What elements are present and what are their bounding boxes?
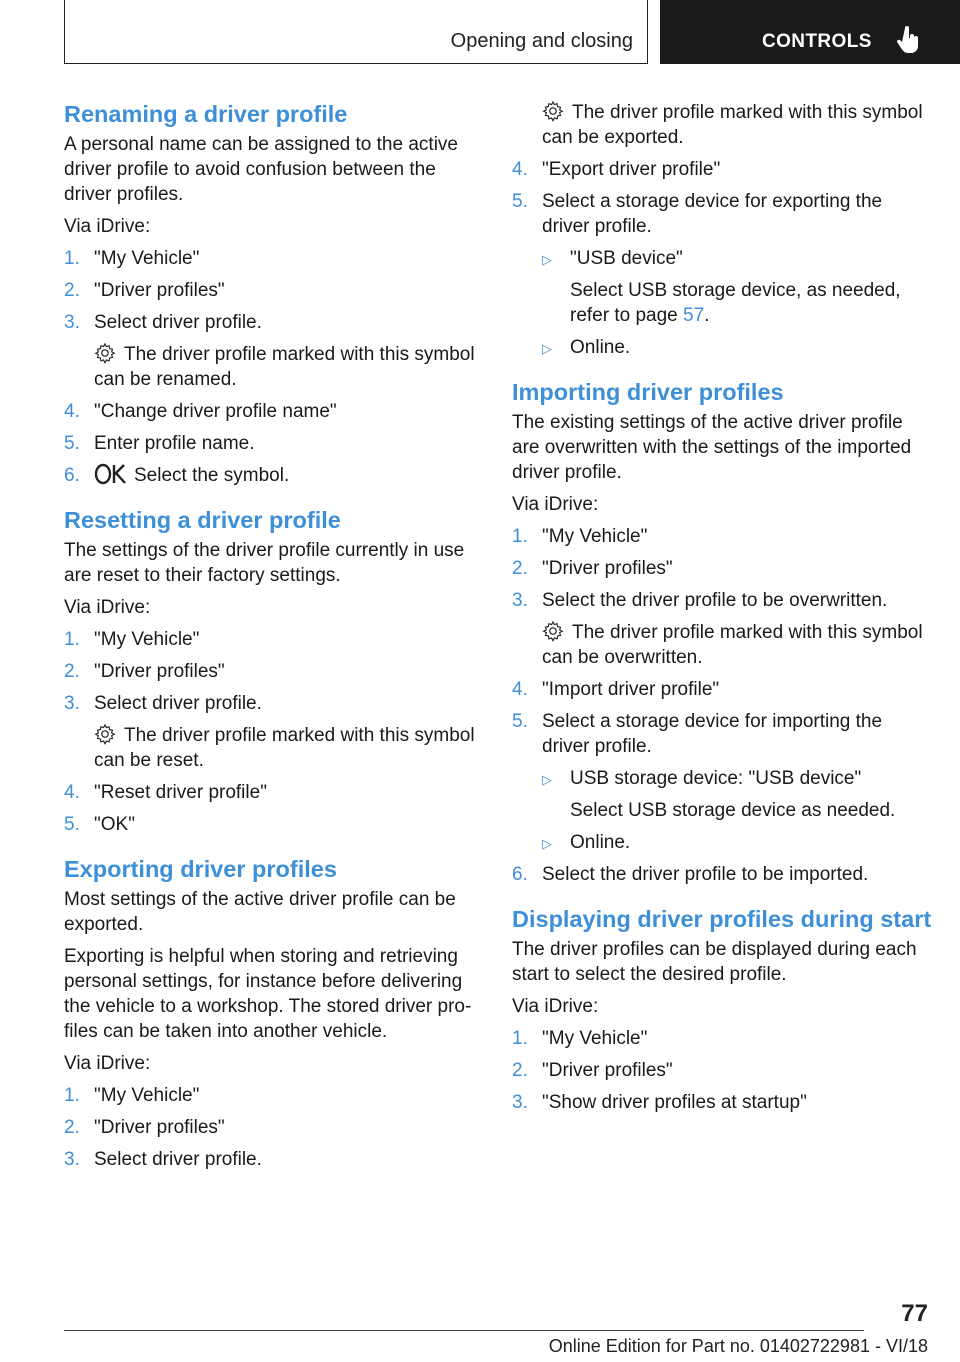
step-text: "Show driver profiles at startup" [542,1092,807,1113]
step-text: Enter profile name. [94,433,255,454]
step-number: 1. [512,526,528,547]
footer-divider [64,1330,864,1331]
step-number: 2. [512,558,528,579]
step-number: 2. [512,1060,528,1081]
step-number: 3. [64,693,80,714]
list-item [64,659,484,684]
option-note: Select USB storage device as needed. [570,800,896,821]
list-item [64,310,484,392]
step-text: "Driver profiles" [542,1060,673,1081]
step-number: 3. [64,312,80,333]
import-via: Via iDrive: [512,494,599,515]
option-note [570,278,932,328]
import-intro: The existing settings of the active driver profile are overwritten with the settings of the imported driver profile. [512,412,912,483]
section-export [64,855,484,1172]
list-item [64,627,484,652]
step-number: 2. [64,661,80,682]
step-number: 3. [512,1092,528,1113]
page-header [0,0,960,66]
option-text: Online. [570,337,631,358]
step-text: "My Vehicle" [94,248,200,269]
step-text: Select a storage device for exporting the driver profile. [542,191,883,237]
list-item [64,1147,484,1172]
list-item [512,1058,932,1083]
display-via: Via iDrive: [512,996,599,1017]
option-text: "USB device" [570,248,683,269]
hand-pointer-icon [896,26,922,54]
gear-icon [94,723,116,745]
step-number: 1. [64,248,80,269]
step-text: "My Vehicle" [94,629,200,650]
step-number: 1. [64,629,80,650]
heading-rename: Renaming a driver profile [64,101,348,127]
gear-icon [542,620,564,642]
list-item [64,812,484,837]
list-item [542,335,932,360]
step-text: Select the symbol. [134,465,290,486]
step-text: Select driver profile. [94,693,262,714]
section-display [512,905,932,1115]
page-number: 77 [901,1300,928,1327]
step-note [94,342,484,392]
note-text: The driver profile marked with this symbol can be renamed. [94,344,475,390]
export-note [512,100,932,150]
step-text: "Reset driver profile" [94,782,267,803]
triangle-bullet-icon: ▷ [542,772,552,787]
list-item [64,399,484,424]
right-column [512,100,932,1133]
section-header-box [64,0,648,64]
step-text: "My Vehicle" [542,1028,648,1049]
list-item [64,431,484,456]
step-text: "Driver profiles" [94,661,225,682]
step-number: 4. [64,401,80,422]
list-item [64,1115,484,1140]
triangle-bullet-icon: ▷ [542,836,552,851]
option-text: USB storage device: "USB device" [570,768,862,789]
step-text: "OK" [94,814,135,835]
export-intro: Most settings of the active driver profile can be exported. [64,889,456,935]
export-steps-continued [512,157,932,360]
section-reset [64,506,484,837]
export-storage-options [542,246,932,360]
heading-export: Exporting driver profiles [64,856,337,882]
reset-via: Via iDrive: [64,597,151,618]
list-item [512,189,932,360]
heading-reset: Resetting a driver profile [64,507,341,533]
list-item [542,766,932,823]
reset-steps [64,627,484,837]
note-text: The driver profile marked with this symbol can be reset. [94,725,475,771]
option-text: Online. [570,832,631,853]
step-note [94,723,484,773]
list-item [542,830,932,855]
list-item [512,588,932,670]
heading-import: Importing driver profiles [512,379,784,405]
list-item [512,709,932,855]
list-item [512,1090,932,1115]
export-intro-2: Exporting is helpful when storing and retrieving personal settings, for instance before delivering the vehicle to a workshop. The stored driver pro‐files can be taken into another vehicle. [64,946,472,1042]
step-number: 4. [512,159,528,180]
rename-intro: A personal name can be assigned to the active driver profile to avoid confusion between the driver profiles. [64,134,458,205]
step-text: "Driver profiles" [94,280,225,301]
list-item [512,556,932,581]
step-text: "My Vehicle" [542,526,648,547]
step-text: Select driver profile. [94,312,262,333]
list-item [512,157,932,182]
step-number: 3. [512,590,528,611]
section-rename [64,100,484,488]
step-text: "Export driver profile" [542,159,721,180]
export-steps [64,1083,484,1172]
rename-steps [64,246,484,488]
footer-edition: Online Edition for Part no. 01402722981 - VI/18 [548,1336,928,1356]
triangle-bullet-icon: ▷ [542,341,552,356]
step-text: "Driver profiles" [94,1117,225,1138]
display-steps [512,1026,932,1115]
list-item [64,278,484,303]
step-number: 4. [64,782,80,803]
step-number: 6. [512,864,528,885]
list-item [64,246,484,271]
note-end: . [704,305,710,326]
step-text: Select a storage device for importing the driver profile. [542,711,883,757]
section-import [512,378,932,887]
list-item [64,463,484,488]
chapter-tab[interactable] [660,0,960,64]
import-steps [512,524,932,887]
list-item [542,246,932,328]
step-text: "My Vehicle" [94,1085,200,1106]
gear-icon [94,342,116,364]
section-export-continued [512,100,932,360]
step-number: 1. [64,1085,80,1106]
step-text: "Import driver profile" [542,679,720,700]
step-number: 5. [64,814,80,835]
step-note [542,620,932,670]
ok-symbol-icon [94,463,126,485]
heading-display: Displaying driver profiles during start [512,906,932,932]
step-number: 5. [512,191,528,212]
note-text: The driver profile marked with this symbol can be overwritten. [542,622,923,668]
page-link[interactable]: 57 [683,305,705,326]
step-number: 1. [512,1028,528,1049]
step-text: "Driver profiles" [542,558,673,579]
list-item [512,524,932,549]
import-storage-options [542,766,932,855]
reset-intro: The settings of the driver profile currently in use are reset to their factory settings. [64,540,465,586]
step-number: 4. [512,679,528,700]
step-text: Select the driver profile to be imported. [542,864,869,885]
step-number: 5. [64,433,80,454]
rename-via: Via iDrive: [64,216,151,237]
left-column [64,100,484,1190]
list-item [64,691,484,773]
display-intro: The driver profiles can be displayed during each start to select the desired profile. [512,939,917,985]
section-title: Opening and closing [450,30,633,52]
triangle-bullet-icon: ▷ [542,252,552,267]
step-number: 2. [64,280,80,301]
export-via: Via iDrive: [64,1053,151,1074]
step-number: 6. [64,465,80,486]
step-text: Select the driver profile to be overwritten. [542,590,888,611]
list-item [512,1026,932,1051]
note-text: The driver profile marked with this symbol can be exported. [542,102,923,148]
step-number: 2. [64,1117,80,1138]
step-text: "Change driver profile name" [94,401,337,422]
chapter-title: CONTROLS [762,31,872,52]
step-text: Select driver profile. [94,1149,262,1170]
step-number: 3. [64,1149,80,1170]
list-item [64,1083,484,1108]
list-item [64,780,484,805]
note-text: Select USB storage device, as needed, refer to page [570,280,901,326]
list-item [512,677,932,702]
list-item [512,862,932,887]
step-number: 5. [512,711,528,732]
gear-icon [542,100,564,122]
